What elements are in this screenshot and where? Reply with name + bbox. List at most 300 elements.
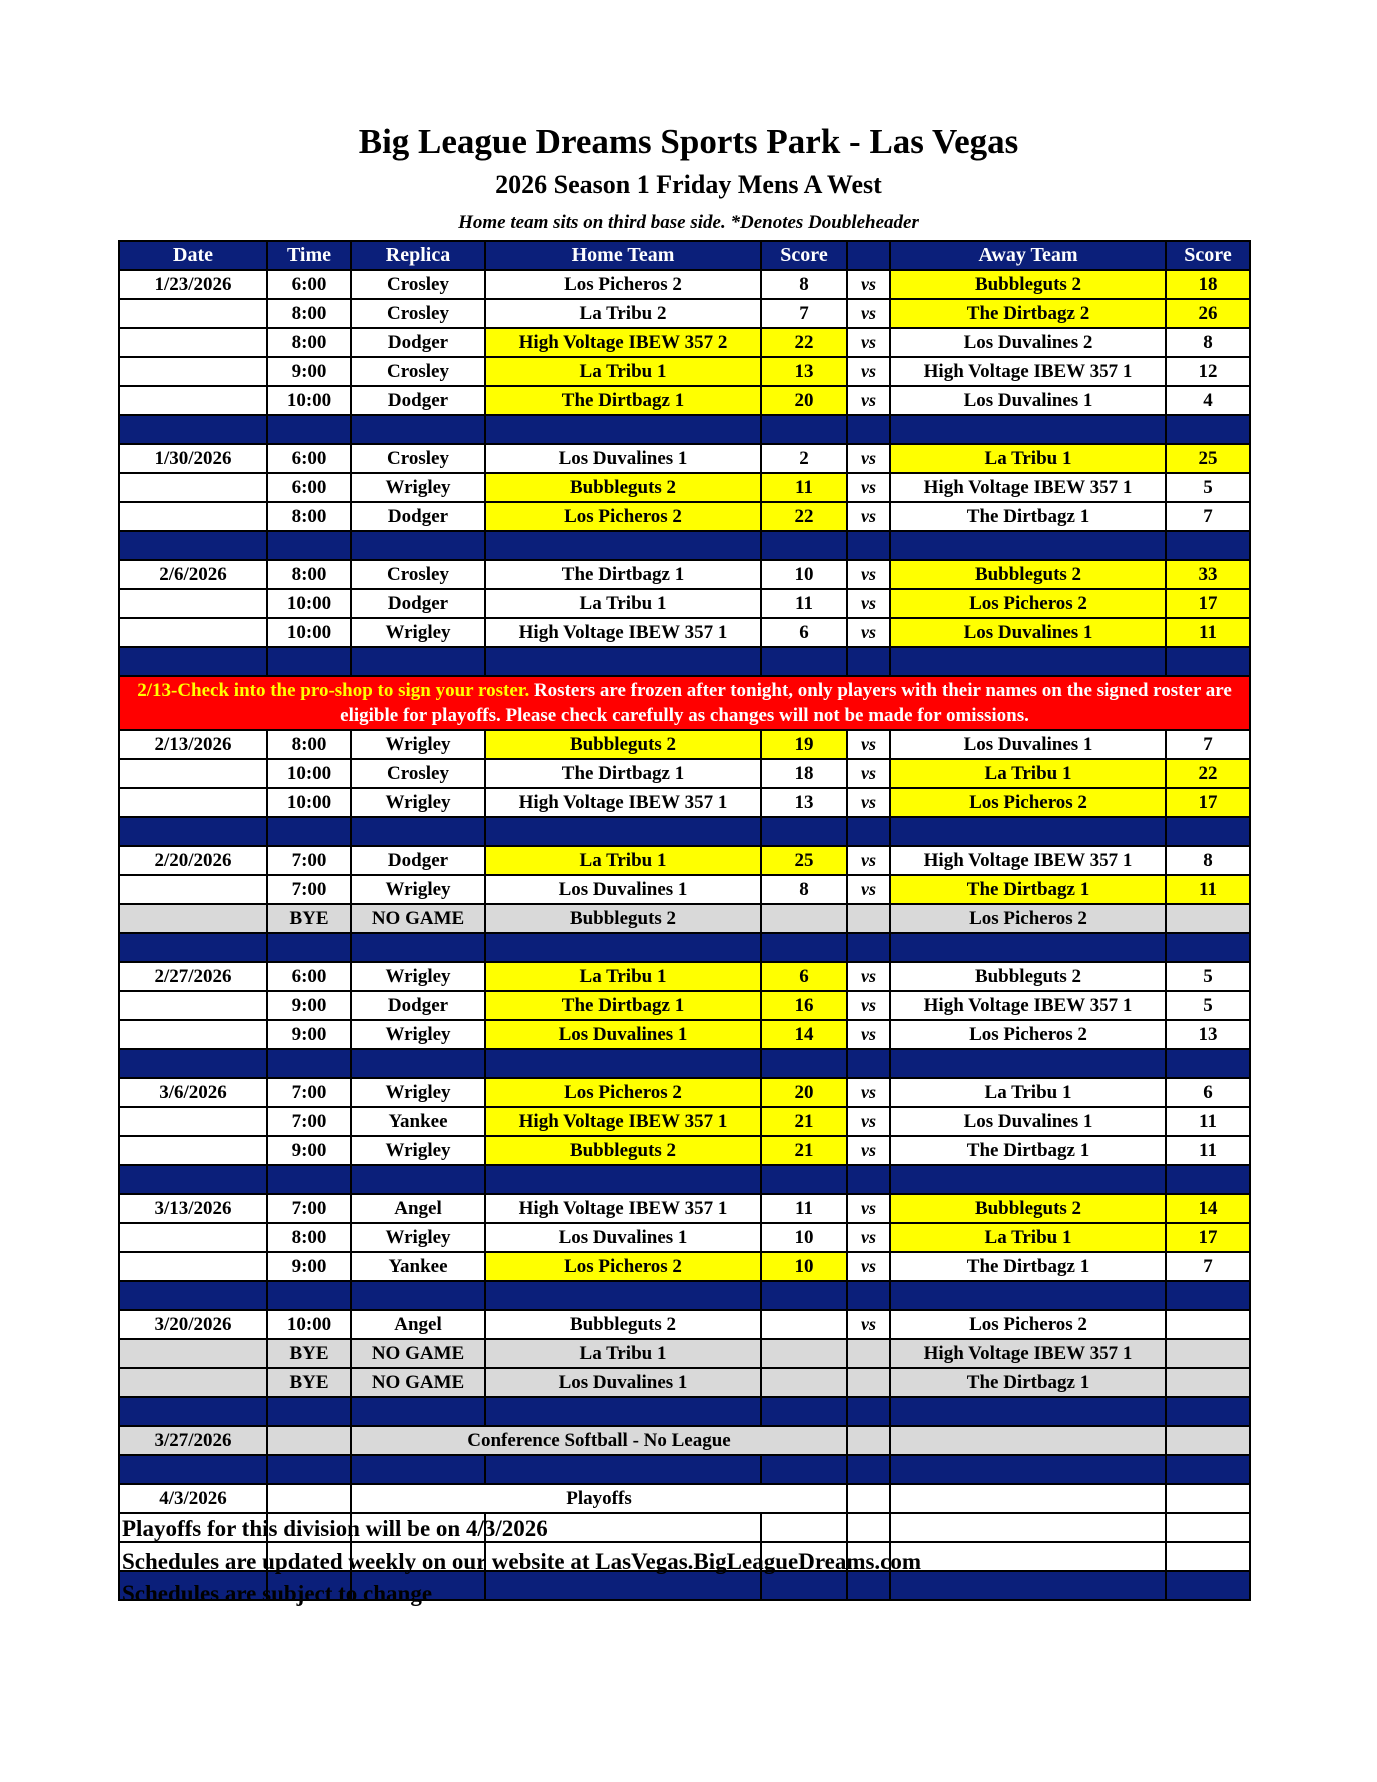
blank-cell	[1166, 1542, 1250, 1571]
footer-playoffs-note: Playoffs for this division will be on 4/3/2026	[122, 1516, 548, 1541]
home-score: 2	[761, 444, 847, 473]
notice-date: 2/13-	[137, 680, 178, 701]
separator-row	[119, 647, 1250, 676]
away-team: Los Picheros 2	[890, 1310, 1166, 1339]
separator-cell	[1166, 1281, 1250, 1310]
separator-cell	[847, 1049, 890, 1078]
vs-label: vs	[847, 788, 890, 817]
separator-cell	[267, 531, 351, 560]
separator-cell	[761, 647, 847, 676]
game-date	[119, 1020, 267, 1049]
blank-cell	[890, 1426, 1166, 1455]
away-team: High Voltage IBEW 357 1	[890, 357, 1166, 386]
vs-label: vs	[847, 1252, 890, 1281]
home-team: Los Duvalines 1	[485, 1368, 761, 1397]
separator-cell	[485, 933, 761, 962]
vs-label: vs	[847, 1194, 890, 1223]
game-field: Wrigley	[351, 1223, 485, 1252]
home-score: 11	[761, 473, 847, 502]
game-row	[119, 1194, 1250, 1223]
separator-cell	[1166, 817, 1250, 846]
game-date	[119, 357, 267, 386]
game-date	[119, 502, 267, 531]
separator-cell	[351, 817, 485, 846]
game-time: 8:00	[267, 502, 351, 531]
game-time: 9:00	[267, 357, 351, 386]
home-team: La Tribu 1	[485, 1339, 761, 1368]
game-row	[119, 1078, 1250, 1107]
game-time: 7:00	[267, 846, 351, 875]
away-team: Los Duvalines 2	[890, 328, 1166, 357]
game-field: Wrigley	[351, 962, 485, 991]
home-team: Bubbleguts 2	[485, 730, 761, 759]
game-date	[119, 788, 267, 817]
separator-cell	[485, 531, 761, 560]
away-score	[1166, 1368, 1250, 1397]
separator-cell	[1166, 647, 1250, 676]
game-row	[119, 560, 1250, 589]
notice-highlight: Check into the pro-shop to sign your roster.	[177, 680, 530, 701]
home-score: 8	[761, 270, 847, 299]
away-score: 7	[1166, 502, 1250, 531]
separator-row	[119, 1281, 1250, 1310]
col-header-away-score: Score	[1166, 241, 1250, 270]
home-team: La Tribu 1	[485, 589, 761, 618]
separator-cell	[119, 1397, 267, 1426]
home-score: 6	[761, 962, 847, 991]
away-score: 25	[1166, 444, 1250, 473]
game-row	[119, 759, 1250, 788]
away-team: La Tribu 1	[890, 1223, 1166, 1252]
separator-cell	[351, 531, 485, 560]
separator-cell	[847, 531, 890, 560]
home-score: 11	[761, 589, 847, 618]
separator-cell	[847, 415, 890, 444]
blank-cell	[890, 1513, 1166, 1542]
game-date: 1/30/2026	[119, 444, 267, 473]
separator-row	[119, 1049, 1250, 1078]
blank-cell	[267, 1484, 351, 1513]
game-row	[119, 875, 1250, 904]
away-score: 7	[1166, 1252, 1250, 1281]
home-team: Los Duvalines 1	[485, 444, 761, 473]
game-row	[119, 1136, 1250, 1165]
away-team: Bubbleguts 2	[890, 1194, 1166, 1223]
vs-label: vs	[847, 1020, 890, 1049]
game-date: 3/20/2026	[119, 1310, 267, 1339]
game-date	[119, 1339, 267, 1368]
game-time: 9:00	[267, 1136, 351, 1165]
separator-cell	[890, 531, 1166, 560]
separator-cell	[1166, 1165, 1250, 1194]
home-score: 21	[761, 1107, 847, 1136]
home-team: Los Duvalines 1	[485, 1020, 761, 1049]
game-time: 10:00	[267, 759, 351, 788]
game-time: 9:00	[267, 1252, 351, 1281]
away-score: 7	[1166, 730, 1250, 759]
home-team: High Voltage IBEW 357 1	[485, 1107, 761, 1136]
separator-cell	[761, 1455, 847, 1484]
away-team: La Tribu 1	[890, 1078, 1166, 1107]
vs-label: vs	[847, 386, 890, 415]
vs-label: vs	[847, 560, 890, 589]
vs-label: vs	[847, 759, 890, 788]
separator-cell	[267, 1165, 351, 1194]
separator-cell	[761, 933, 847, 962]
home-score: 6	[761, 618, 847, 647]
separator-cell	[847, 1571, 890, 1600]
game-row	[119, 502, 1250, 531]
game-field: Wrigley	[351, 1020, 485, 1049]
separator-cell	[119, 647, 267, 676]
game-date	[119, 1136, 267, 1165]
game-time: 6:00	[267, 270, 351, 299]
game-row	[119, 846, 1250, 875]
vs-label	[847, 904, 890, 933]
home-score: 13	[761, 788, 847, 817]
game-field: Wrigley	[351, 730, 485, 759]
bye-row	[119, 904, 1250, 933]
separator-cell	[1166, 1397, 1250, 1426]
home-score: 16	[761, 991, 847, 1020]
away-score: 5	[1166, 962, 1250, 991]
game-field: Angel	[351, 1310, 485, 1339]
away-score: 11	[1166, 1136, 1250, 1165]
game-field: Wrigley	[351, 618, 485, 647]
separator-row	[119, 415, 1250, 444]
home-team: High Voltage IBEW 357 1	[485, 788, 761, 817]
blank-cell	[1166, 1513, 1250, 1542]
game-date	[119, 1107, 267, 1136]
game-time: 10:00	[267, 386, 351, 415]
game-time: BYE	[267, 904, 351, 933]
blank-cell	[761, 1513, 847, 1542]
away-score: 4	[1166, 386, 1250, 415]
away-team: Los Picheros 2	[890, 1020, 1166, 1049]
game-date: 3/13/2026	[119, 1194, 267, 1223]
game-time: 8:00	[267, 730, 351, 759]
game-date	[119, 991, 267, 1020]
away-team: The Dirtbagz 2	[890, 299, 1166, 328]
schedule-body	[119, 270, 1250, 1600]
game-time: 7:00	[267, 875, 351, 904]
separator-cell	[847, 647, 890, 676]
home-team: Bubbleguts 2	[485, 904, 761, 933]
separator-cell	[351, 1455, 485, 1484]
home-score	[761, 1310, 847, 1339]
roster-notice-row	[119, 676, 1250, 730]
separator-cell	[890, 415, 1166, 444]
home-score: 25	[761, 846, 847, 875]
game-row	[119, 328, 1250, 357]
game-date	[119, 473, 267, 502]
away-team: Los Duvalines 1	[890, 1107, 1166, 1136]
separator-cell	[485, 1571, 761, 1600]
game-date	[119, 299, 267, 328]
game-row	[119, 1252, 1250, 1281]
game-field: Crosley	[351, 444, 485, 473]
separator-cell	[119, 933, 267, 962]
game-row	[119, 730, 1250, 759]
separator-cell	[351, 933, 485, 962]
away-score: 6	[1166, 1078, 1250, 1107]
game-time: 8:00	[267, 299, 351, 328]
game-date: 2/27/2026	[119, 962, 267, 991]
game-row	[119, 1223, 1250, 1252]
separator-cell	[267, 1397, 351, 1426]
game-field: NO GAME	[351, 904, 485, 933]
home-score: 13	[761, 357, 847, 386]
home-score: 20	[761, 1078, 847, 1107]
game-row	[119, 473, 1250, 502]
game-row	[119, 299, 1250, 328]
separator-cell	[1166, 933, 1250, 962]
special-text: Playoffs	[351, 1484, 847, 1513]
away-team: Los Picheros 2	[890, 589, 1166, 618]
page-title: Big League Dreams Sports Park - Las Vegas	[358, 122, 1019, 161]
blank-cell	[1166, 1426, 1250, 1455]
away-team: Los Duvalines 1	[890, 386, 1166, 415]
separator-row	[119, 933, 1250, 962]
away-team: High Voltage IBEW 357 1	[890, 991, 1166, 1020]
away-score: 11	[1166, 875, 1250, 904]
separator-cell	[267, 1281, 351, 1310]
vs-label: vs	[847, 444, 890, 473]
vs-label: vs	[847, 1107, 890, 1136]
page-subtitle: 2026 Season 1 Friday Mens A West	[495, 170, 882, 199]
home-team: The Dirtbagz 1	[485, 759, 761, 788]
away-team: High Voltage IBEW 357 1	[890, 1339, 1166, 1368]
game-field: Crosley	[351, 759, 485, 788]
game-date	[119, 328, 267, 357]
game-field: Wrigley	[351, 875, 485, 904]
separator-cell	[847, 933, 890, 962]
bye-row	[119, 1339, 1250, 1368]
separator-cell	[847, 817, 890, 846]
separator-cell	[1166, 1571, 1250, 1600]
separator-row	[119, 817, 1250, 846]
game-date	[119, 759, 267, 788]
game-date: 2/20/2026	[119, 846, 267, 875]
blank-cell	[847, 1426, 890, 1455]
game-time: 10:00	[267, 589, 351, 618]
vs-label: vs	[847, 991, 890, 1020]
separator-cell	[847, 1397, 890, 1426]
separator-row	[119, 1165, 1250, 1194]
vs-label	[847, 1368, 890, 1397]
home-score: 10	[761, 1223, 847, 1252]
game-row	[119, 589, 1250, 618]
separator-cell	[267, 415, 351, 444]
separator-cell	[351, 1165, 485, 1194]
separator-cell	[847, 1165, 890, 1194]
game-row	[119, 788, 1250, 817]
away-score: 8	[1166, 328, 1250, 357]
game-date	[119, 1223, 267, 1252]
game-time: BYE	[267, 1339, 351, 1368]
vs-label: vs	[847, 730, 890, 759]
home-team: High Voltage IBEW 357 1	[485, 1194, 761, 1223]
game-row	[119, 270, 1250, 299]
game-time: 9:00	[267, 991, 351, 1020]
away-score: 11	[1166, 1107, 1250, 1136]
game-row	[119, 962, 1250, 991]
separator-row	[119, 1397, 1250, 1426]
separator-cell	[890, 933, 1166, 962]
game-field: Dodger	[351, 386, 485, 415]
away-score: 22	[1166, 759, 1250, 788]
away-score: 26	[1166, 299, 1250, 328]
blank-cell	[847, 1513, 890, 1542]
home-team: Bubbleguts 2	[485, 1136, 761, 1165]
game-field: Yankee	[351, 1252, 485, 1281]
vs-label: vs	[847, 357, 890, 386]
col-header-time: Time	[267, 241, 351, 270]
game-date	[119, 1368, 267, 1397]
separator-cell	[890, 817, 1166, 846]
game-field: Wrigley	[351, 788, 485, 817]
game-row	[119, 386, 1250, 415]
separator-cell	[485, 1281, 761, 1310]
col-header-replica: Replica	[351, 241, 485, 270]
separator-cell	[1166, 531, 1250, 560]
footer-change-note: Schedules are subject to change	[122, 1581, 433, 1606]
vs-label: vs	[847, 299, 890, 328]
away-team: La Tribu 1	[890, 444, 1166, 473]
game-field: NO GAME	[351, 1368, 485, 1397]
schedule-table	[118, 240, 1251, 1601]
separator-cell	[761, 1281, 847, 1310]
separator-cell	[351, 1397, 485, 1426]
away-score: 11	[1166, 618, 1250, 647]
separator-cell	[119, 1165, 267, 1194]
vs-label: vs	[847, 1223, 890, 1252]
game-time: 9:00	[267, 1020, 351, 1049]
away-score: 18	[1166, 270, 1250, 299]
separator-cell	[485, 1397, 761, 1426]
game-date	[119, 618, 267, 647]
vs-label: vs	[847, 618, 890, 647]
home-team: Los Picheros 2	[485, 1252, 761, 1281]
special-text: Conference Softball - No League	[351, 1426, 847, 1455]
separator-cell	[761, 1397, 847, 1426]
game-field: Dodger	[351, 328, 485, 357]
vs-label: vs	[847, 875, 890, 904]
away-team: The Dirtbagz 1	[890, 1252, 1166, 1281]
away-score	[1166, 1310, 1250, 1339]
game-field: Wrigley	[351, 1078, 485, 1107]
separator-cell	[119, 415, 267, 444]
home-team: The Dirtbagz 1	[485, 991, 761, 1020]
separator-cell	[761, 531, 847, 560]
game-field: NO GAME	[351, 1339, 485, 1368]
away-score: 17	[1166, 788, 1250, 817]
away-team: Bubbleguts 2	[890, 270, 1166, 299]
vs-label: vs	[847, 473, 890, 502]
game-field: Dodger	[351, 589, 485, 618]
separator-cell	[119, 1455, 267, 1484]
game-time: 7:00	[267, 1078, 351, 1107]
separator-row	[119, 1455, 1250, 1484]
home-team: Bubbleguts 2	[485, 473, 761, 502]
game-row	[119, 991, 1250, 1020]
home-score: 11	[761, 1194, 847, 1223]
separator-cell	[119, 531, 267, 560]
separator-cell	[485, 817, 761, 846]
separator-cell	[119, 817, 267, 846]
game-date	[119, 904, 267, 933]
separator-cell	[1166, 1455, 1250, 1484]
vs-label	[847, 1339, 890, 1368]
game-time: 6:00	[267, 473, 351, 502]
home-team: Los Picheros 2	[485, 270, 761, 299]
separator-cell	[761, 817, 847, 846]
away-team: High Voltage IBEW 357 1	[890, 473, 1166, 502]
vs-label: vs	[847, 962, 890, 991]
col-header-date: Date	[119, 241, 267, 270]
table-header-row	[119, 241, 1250, 270]
game-date	[119, 1252, 267, 1281]
away-score: 8	[1166, 846, 1250, 875]
home-team: La Tribu 1	[485, 846, 761, 875]
home-team: Los Duvalines 1	[485, 875, 761, 904]
blank-cell	[267, 1426, 351, 1455]
home-team: La Tribu 1	[485, 962, 761, 991]
game-date: 2/13/2026	[119, 730, 267, 759]
home-team: The Dirtbagz 1	[485, 386, 761, 415]
away-team: Los Duvalines 1	[890, 730, 1166, 759]
home-score: 10	[761, 560, 847, 589]
game-time: 6:00	[267, 444, 351, 473]
game-field: Dodger	[351, 502, 485, 531]
separator-cell	[761, 415, 847, 444]
away-team: The Dirtbagz 1	[890, 875, 1166, 904]
vs-label: vs	[847, 502, 890, 531]
game-time: BYE	[267, 1368, 351, 1397]
col-header-away-team: Away Team	[890, 241, 1166, 270]
vs-label: vs	[847, 1078, 890, 1107]
separator-cell	[761, 1049, 847, 1078]
away-team: Bubbleguts 2	[890, 962, 1166, 991]
separator-cell	[890, 1281, 1166, 1310]
away-team: La Tribu 1	[890, 759, 1166, 788]
blank-cell	[847, 1484, 890, 1513]
separator-cell	[761, 1165, 847, 1194]
separator-cell	[890, 647, 1166, 676]
vs-label: vs	[847, 270, 890, 299]
col-header-home-score: Score	[761, 241, 847, 270]
away-team: The Dirtbagz 1	[890, 1136, 1166, 1165]
home-score: 22	[761, 328, 847, 357]
home-score	[761, 1368, 847, 1397]
home-team: Los Picheros 2	[485, 1078, 761, 1107]
separator-cell	[890, 1049, 1166, 1078]
game-date: 2/6/2026	[119, 560, 267, 589]
game-field: Angel	[351, 1194, 485, 1223]
separator-cell	[267, 817, 351, 846]
home-score: 20	[761, 386, 847, 415]
game-row	[119, 1310, 1250, 1339]
separator-cell	[119, 1049, 267, 1078]
separator-cell	[485, 1165, 761, 1194]
game-field: Yankee	[351, 1107, 485, 1136]
away-team: Los Picheros 2	[890, 904, 1166, 933]
separator-cell	[1166, 1049, 1250, 1078]
home-score: 8	[761, 875, 847, 904]
separator-cell	[351, 1281, 485, 1310]
footer-website-note: Schedules are updated weekly on our website at LasVegas.BigLeagueDreams.com	[122, 1549, 922, 1574]
away-score: 33	[1166, 560, 1250, 589]
